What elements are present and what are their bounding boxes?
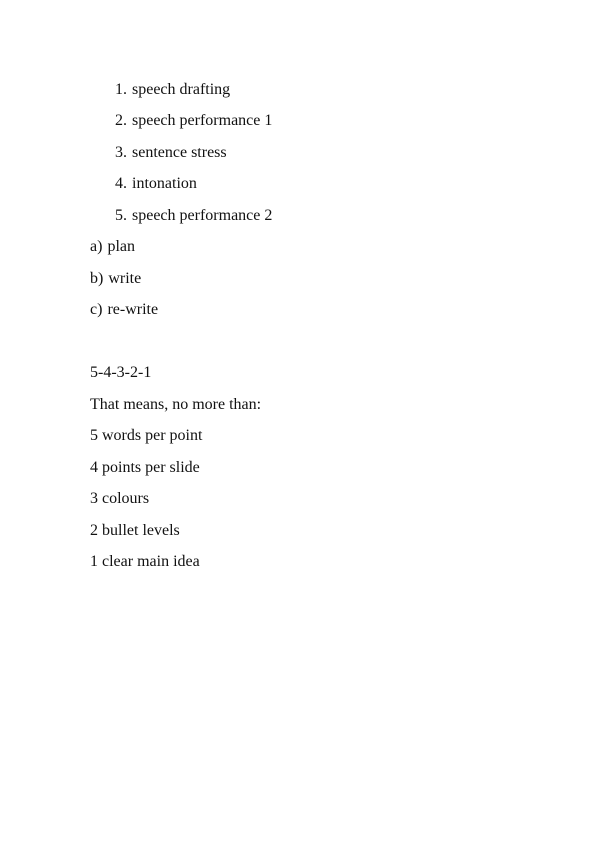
- item-number: 5.: [115, 207, 127, 224]
- item-text: speech performance 2: [132, 207, 273, 224]
- item-number: 3.: [115, 144, 127, 161]
- lettered-item: [90, 300, 158, 320]
- item-letter: b): [90, 270, 104, 287]
- item-letter: c): [90, 301, 103, 318]
- item-letter: a): [90, 238, 103, 255]
- rule-title: 5-4-3-2-1: [90, 364, 152, 381]
- lettered-item: [90, 269, 141, 289]
- item-number: 2.: [115, 112, 127, 129]
- item-text: speech drafting: [132, 81, 231, 98]
- numbered-item: [107, 80, 230, 100]
- lettered-item: [90, 237, 135, 257]
- item-text: speech performance 1: [132, 112, 273, 129]
- rule-item: 2 bullet levels: [90, 522, 180, 539]
- rule-item: 4 points per slide: [90, 459, 200, 476]
- rule-item: 1 clear main idea: [90, 553, 200, 570]
- item-text: write: [108, 270, 142, 287]
- item-text: intonation: [132, 175, 197, 192]
- numbered-item: [107, 143, 227, 163]
- numbered-item: [107, 174, 197, 194]
- item-number: 1.: [115, 81, 127, 98]
- item-number: 4.: [115, 175, 127, 192]
- numbered-item: [107, 111, 272, 131]
- numbered-item: [107, 206, 272, 226]
- item-text: plan: [107, 238, 135, 255]
- rule-item: 3 colours: [90, 490, 150, 507]
- item-text: re-write: [107, 301, 159, 318]
- rule-intro: That means, no more than:: [90, 396, 262, 413]
- item-text: sentence stress: [132, 144, 227, 161]
- rule-item: 5 words per point: [90, 427, 203, 444]
